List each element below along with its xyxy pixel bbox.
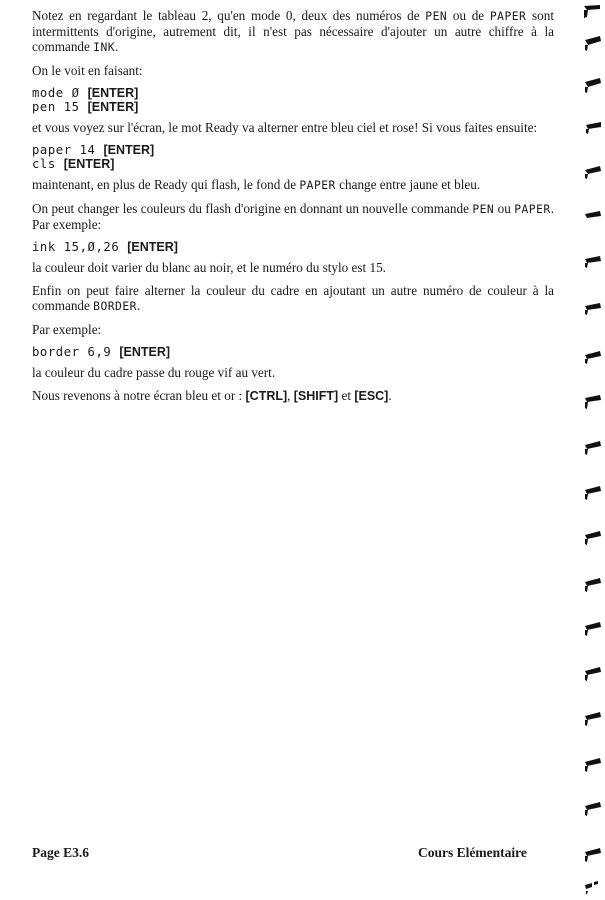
esc-key: [ESC] — [354, 389, 389, 403]
keyword-paper: PAPER — [514, 203, 551, 216]
code-block-paper-cls — [32, 143, 554, 171]
text: maintenant, en plus de Ready qui flash, le fond de — [32, 177, 300, 192]
enter-key: [ENTER] — [87, 100, 139, 114]
text: ou — [494, 201, 515, 216]
page-number: Page E3.6 — [32, 845, 89, 860]
text: , — [287, 388, 294, 403]
keyword-ink: INK — [93, 41, 116, 54]
keyword-pen: PEN — [472, 203, 495, 216]
paragraph-ready-alternates: et vous voyez sur l'écran, le mot Ready va alterner entre bleu ciel et rose! Si vous faites ensuite: — [32, 120, 538, 135]
keyword-paper: PAPER — [299, 179, 336, 192]
text: . Par exemple: — [32, 201, 554, 232]
section-title: Cours Elémentaire — [418, 845, 527, 860]
code-line — [32, 240, 554, 254]
code-block-ink — [32, 240, 554, 254]
code-block-border — [32, 345, 554, 359]
text: change entre jaune et bleu. — [335, 177, 481, 192]
enter-key: [ENTER] — [63, 157, 115, 171]
text: et — [338, 388, 355, 403]
text: . — [115, 39, 119, 54]
paragraph-intro: On le voit en faisant: — [32, 63, 143, 78]
text: sont intermittents d'origine, autrement dit, il n'est pas nécessaire d'ajouter un autre chiffre à la commande — [32, 8, 555, 54]
enter-key: [ENTER] — [119, 345, 171, 359]
paragraph-border-alternate — [32, 283, 554, 314]
text: Notez en regardant le tableau 2, qu'en mode 0, deux des numéros de — [32, 8, 426, 23]
paragraph-tableau-note — [32, 8, 554, 55]
paragraph-change-colors — [32, 201, 554, 232]
code-line — [32, 86, 554, 100]
code-line — [32, 143, 554, 157]
code-command: paper 14 — [32, 143, 104, 157]
code-line — [32, 100, 554, 114]
binding-marks-icon — [582, 0, 605, 900]
paragraph-red-green: la couleur du cadre passe du rouge vif au vert. — [32, 365, 276, 380]
keyword-paper: PAPER — [489, 10, 527, 23]
spiral-binding — [582, 0, 605, 900]
enter-key: [ENTER] — [103, 143, 155, 157]
code-line — [32, 345, 554, 359]
code-command: mode Ø — [32, 86, 88, 100]
text: Nous revenons à notre écran bleu et or : — [32, 388, 246, 403]
paragraph-example: Par exemple: — [32, 322, 102, 337]
code-command: cls — [32, 157, 64, 171]
ctrl-key: [CTRL] — [245, 389, 288, 403]
paragraph-paper-flash — [32, 177, 554, 193]
code-command: border 6,9 — [32, 345, 120, 359]
paragraph-reset-screen — [32, 388, 554, 404]
text: On peut changer les couleurs du flash d'origine en donnant un nouvelle commande — [32, 201, 473, 216]
enter-key: [ENTER] — [87, 86, 139, 100]
page-content — [32, 8, 554, 412]
code-block-mode-pen — [32, 86, 554, 114]
keyword-border: BORDER — [93, 300, 137, 313]
shift-key: [SHIFT] — [293, 389, 339, 403]
keyword-pen: PEN — [425, 10, 448, 23]
text: . — [136, 298, 141, 313]
text: Enfin on peut faire alterner la couleur du cadre en ajoutant un autre numéro de couleur à la commande — [32, 283, 554, 313]
enter-key: [ENTER] — [127, 240, 178, 254]
text: . — [388, 388, 392, 403]
paragraph-white-black: la couleur doit varier du blanc au noir, et le numéro du stylo est 15. — [32, 260, 386, 275]
code-command: ink 15,Ø,26 — [32, 240, 128, 254]
code-command: pen 15 — [32, 100, 88, 114]
text: ou de — [447, 8, 490, 23]
code-line — [32, 157, 554, 171]
